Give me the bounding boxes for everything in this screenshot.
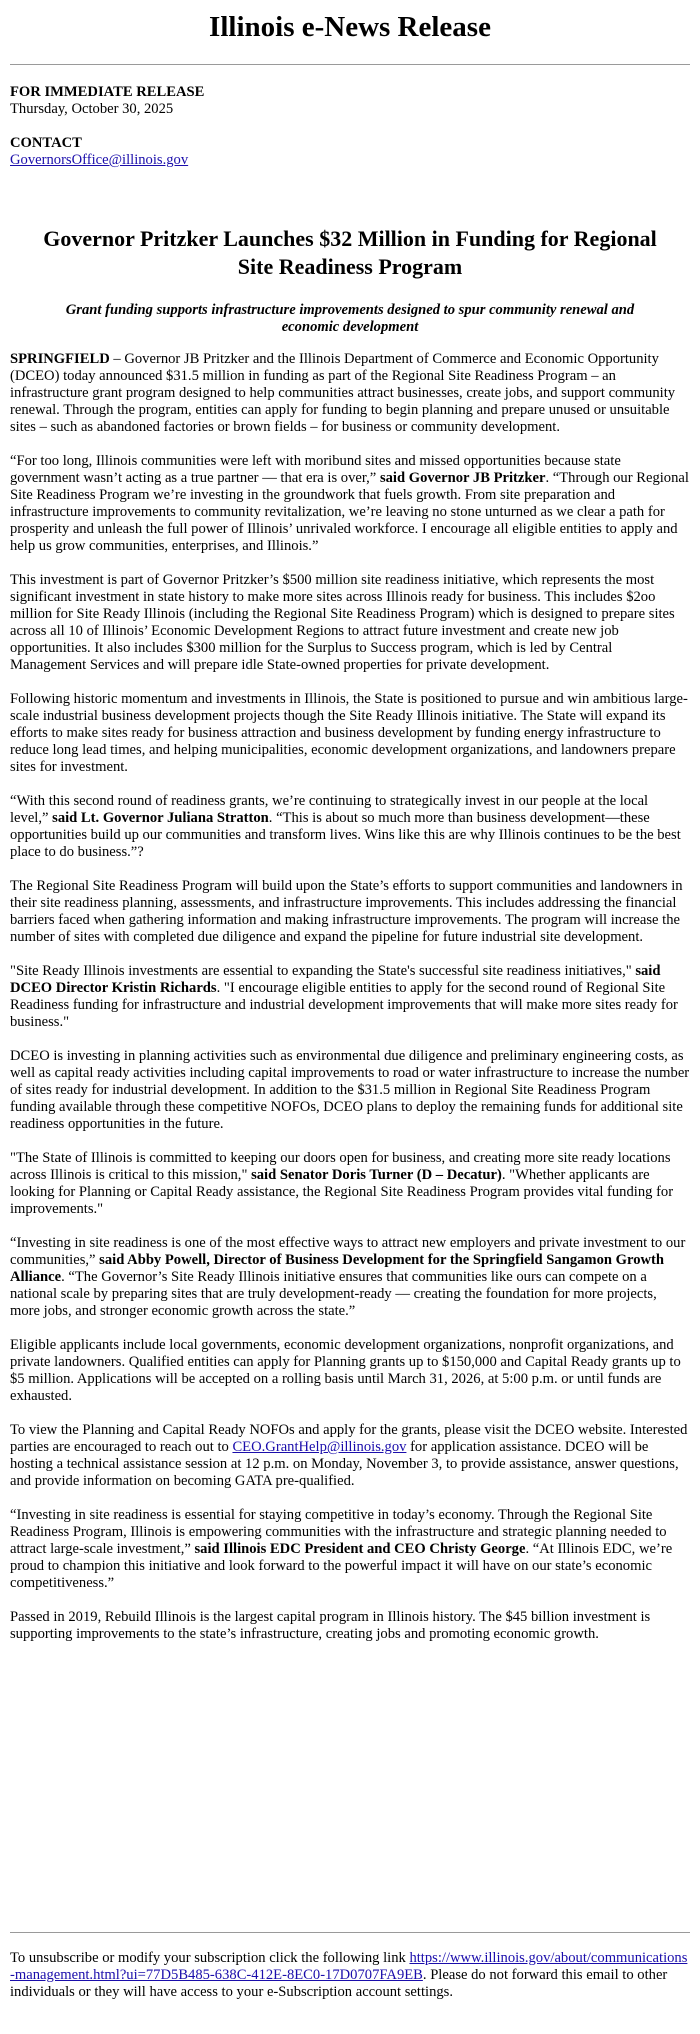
paragraph-14: Passed in 2019, Rebuild Illinois is the largest capital program in Illinois history. The $45 billion investment is supporting improvements to the state’s infrastructure, creating jobs and promoting economic growth. — [10, 1609, 651, 1642]
masthead-divider — [10, 64, 690, 65]
article-body — [10, 351, 690, 1643]
paragraph-12: To view the Planning and Capital Ready NOFOs and apply for the grants, please visit the DCEO website. Interested parties are encouraged to reach out to CEO.GrantHelp@illinois.gov for application assistance. DCEO will be hosting a technical assistance session at 12 p.m. on Monday, November 3, to provide assistance, answer questions, and provide information on becoming GATA pre-qualified. — [10, 1422, 688, 1489]
paragraph-13: “Investing in site readiness is essential for staying competitive in today’s economy. Through the Regional Site Readiness Program, Illinois is empowering communities with the infrastructure and strategic planning needed to attract large-scale investment,” said Illinois EDC President and CEO Christy George. “At Illinois EDC, we’re proud to champion this initiative and look forward to the powerful impact it will have on our state’s economic competitiveness.” — [10, 1507, 673, 1591]
speaker-name: said Senator Doris Turner (D – Decatur) — [251, 1167, 502, 1183]
contact-block — [10, 135, 690, 169]
grant-help-email-link[interactable]: CEO.GrantHelp@illinois.gov — [232, 1439, 407, 1455]
paragraph-9: "The State of Illinois is committed to keeping our doors open for business, and creating more site ready locations across Illinois is critical to this mission," said Senator Doris Turner (D – Decatur). "Whether applicants are looking for Planning or Capital Ready assistance, the Regional Site Readiness Program provides vital funding for improvements." — [10, 1150, 674, 1217]
release-block — [10, 84, 690, 118]
headline: Governor Pritzker Launches $32 Million in Funding for Regional Site Readiness Program — [43, 226, 657, 279]
speaker-name: said Illinois EDC President and CEO Christy George — [194, 1541, 526, 1557]
contact-label: CONTACT — [10, 135, 82, 151]
paragraph-11: Eligible applicants include local governments, economic development organizations, nonprofit organizations, and private landowners. Qualified entities can apply for Planning grants up to $150,000 and Capital Ready grants up to $5 million. Applications will be accepted on a rolling basis until March 31, 2026, at 5:00 p.m. or until funds are exhausted. — [10, 1337, 681, 1404]
unsubscribe-link[interactable]: https://www.illinois.gov/about/communications-management.html?ui=77D5B485-638C-412E-8EC0-17D0707FA9EB — [10, 1950, 688, 1983]
paragraph-10: “Investing in site readiness is one of the most effective ways to attract new employers and private investment to our communities,” said Abby Powell, Director of Business Development for the Springfield Sangamon Growth Alliance. “The Governor’s Site Ready Illinois initiative ensures that communities like ours can compete on a national scale by preparing sites that are truly development-ready — creating the foundation for more projects, more jobs, and stronger economic growth across the state.” — [10, 1235, 686, 1319]
speaker-name: said Abby Powell, Director of Business Development for the Springfield Sangamon Growth Alliance — [10, 1252, 665, 1285]
paragraph-6: The Regional Site Readiness Program will build upon the State’s efforts to support communities and landowners in their site readiness planning, assessments, and infrastructure improvements. This includes addressing the financial barriers faced when gathering information and making infrastructure improvements. The program will increase the number of sites with completed due diligence and expand the pipeline for future industrial site development. — [10, 878, 683, 945]
paragraph-1: SPRINGFIELD – Governor JB Pritzker and the Illinois Department of Commerce and Economic Opportunity (DCEO) today announced $31.5 million in funding as part of the Regional Site Readiness Program – an infrastructure grant program designed to help communities attract businesses, create jobs, and support community renewal. Through the program, entities can apply for funding to begin planning and prepare unused or unsuitable sites – such as abandoned factories or brown fields – for business or community development. — [10, 351, 676, 435]
release-date: Thursday, October 30, 2025 — [10, 101, 174, 117]
dateline: SPRINGFIELD — [10, 351, 110, 367]
contact-email-link[interactable]: GovernorsOffice@illinois.gov — [10, 152, 189, 168]
paragraph-5: “With this second round of readiness grants, we’re continuing to strategically invest in our people at the local level,” said Lt. Governor Juliana Stratton. “This is about so much more than business development—these opportunities build up our communities and transform lives. Wins like this are why Illinois continues to be the best place to do business.”? — [10, 793, 681, 860]
speaker-name: said Lt. Governor Juliana Stratton — [52, 810, 269, 826]
speaker-name: said Governor JB Pritzker — [379, 470, 546, 486]
paragraph-8: DCEO is investing in planning activities such as environmental due diligence and preliminary engineering costs, as well as capital ready activities including capital improvements to road or water infrastructure to increase the number of sites ready for industrial development. In addition to the $31.5 million in Regional Site Readiness Program funding available through these competitive NOFOs, DCEO plans to deploy the remaining funds for additional site readiness opportunities in the future. — [10, 1048, 690, 1132]
release-label: FOR IMMEDIATE RELEASE — [10, 84, 205, 100]
speaker-name: said DCEO Director Kristin Richards — [10, 963, 661, 996]
paragraph-7: "Site Ready Illinois investments are essential to expanding the State's successful site readiness initiatives," said DCEO Director Kristin Richards. "I encourage eligible entities to apply for the second round of Regional Site Readiness funding for infrastructure and industrial development improvements that will make more sites ready for business." — [10, 963, 678, 1030]
release-content — [0, 84, 700, 1643]
unsubscribe-footer: To unsubscribe or modify your subscription click the following link https://www.illinois.gov/about/communications-management.html?ui=77D5B485-638C-412E-8EC0-17D0707FA9EB. Please do not forward this email to other individuals or they will have access to your e-Subscription account settings. — [10, 1932, 690, 2001]
subheadline: Grant funding supports infrastructure improvements designed to spur community renewal and economic development — [65, 302, 635, 335]
paragraph-3: This investment is part of Governor Pritzker’s $500 million site readiness initiative, which represents the most significant investment in state history to make more sites across Illinois ready for business. This includes $2oo million for Site Ready Illinois (including the Regional Site Readiness Program) which is designed to prepare sites across all 10 of Illinois’ Economic Development Regions to attract future investment and create new job opportunities. It also includes $300 million for the Surplus to Success program, which is led by Central Management Services and will prepare idle State-owned properties for private development. — [10, 572, 675, 673]
paragraph-4: Following historic momentum and investments in Illinois, the State is positioned to pursue and win ambitious large-scale industrial business development projects though the Site Ready Illinois initiative. The State will expand its efforts to make sites ready for business attraction and business development by funding energy infrastructure to reduce long lead times, and helping municipalities, economic development organizations, and landowners prepare sites for investment. — [10, 691, 688, 775]
masthead-title: Illinois e-News Release — [209, 11, 491, 43]
paragraph-2: “For too long, Illinois communities were left with moribund sites and missed opportunities because state government wasn’t acting as a true partner — that era is over,” said Governor JB Pritzker. “Through our Regional Site Readiness Program we’re investing in the groundwork that fuels growth. From site preparation and infrastructure improvements to community revitalization, we’re leaving no stone unturned as we clear a path for prosperity and unleash the full power of Illinois’ unrivaled workforce. I encourage all eligible entities to apply and help us grow communities, enterprises, and Illinois.” — [10, 453, 689, 554]
